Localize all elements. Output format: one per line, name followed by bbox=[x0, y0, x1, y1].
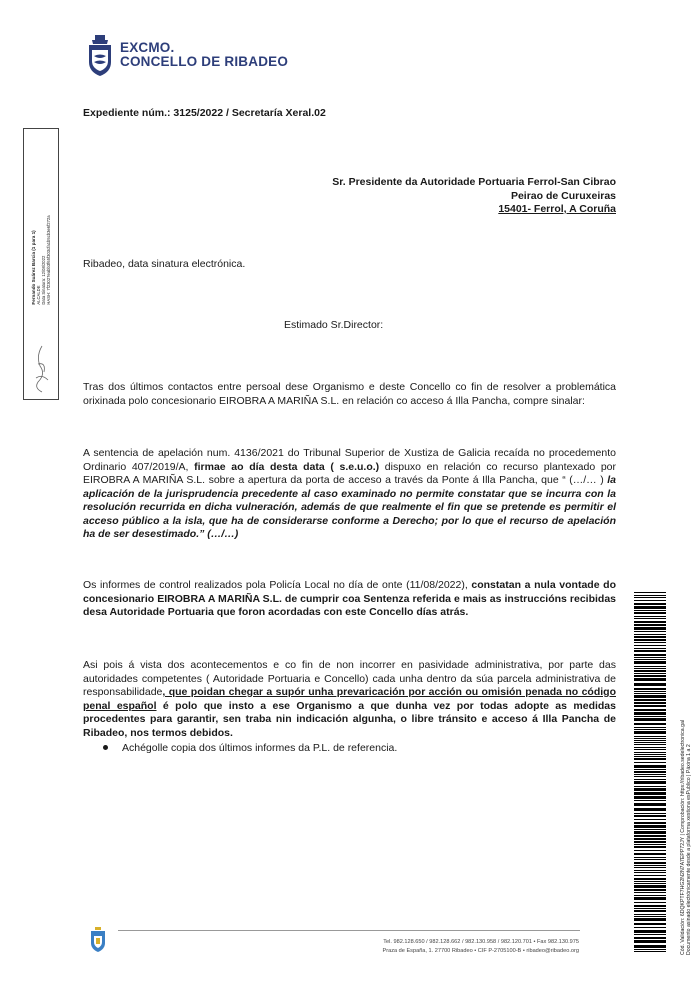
greeting: Estimado Sr.Director: bbox=[284, 319, 384, 331]
p4-demand: é polo que insto a ese Organismo a que dunha vez por todas adopte as medidas procedentes para garantir, sen traba nin indicación algunha, o libre tránsito e acceso á Illa Pancha de Ribadeo, nos termos debidos. bbox=[83, 699, 616, 739]
barcode-bar bbox=[634, 736, 666, 737]
barcode-bar bbox=[634, 881, 666, 882]
barcode-bar bbox=[634, 610, 666, 611]
barcode-bar bbox=[634, 618, 666, 619]
barcode-bar bbox=[634, 949, 666, 950]
signature-box bbox=[23, 128, 59, 400]
platform-note: Documento asinado electrónicamente desde a plataforma xestiona esPublico | Páxina 1 a 2 bbox=[686, 744, 693, 955]
barcode-bar bbox=[634, 902, 666, 903]
barcode-bar bbox=[634, 934, 666, 935]
barcode-bar bbox=[634, 670, 666, 672]
paragraph-police-reports bbox=[83, 579, 616, 620]
barcode-bar bbox=[634, 747, 666, 748]
barcode-bar bbox=[634, 738, 666, 739]
addressee-city: 15401- Ferrol, A Coruña bbox=[498, 203, 616, 215]
barcode-bar bbox=[634, 825, 666, 828]
barcode-bar bbox=[634, 892, 666, 893]
signature-hash: HASH: 7f23027eabb3f65f303cfa1b5cb3e6f272a bbox=[46, 215, 51, 305]
barcode-bar bbox=[634, 716, 666, 717]
barcode-bar bbox=[634, 693, 666, 694]
coat-of-arms-icon bbox=[86, 34, 114, 78]
barcode-bar bbox=[634, 627, 666, 630]
org-prefix: EXCMO. bbox=[120, 40, 175, 55]
barcode-bar bbox=[634, 808, 666, 811]
barcode-bar bbox=[634, 740, 666, 741]
barcode-bar bbox=[634, 800, 666, 801]
p2-text-1: A sentencia de apelación num. 4136/2021 do Tribunal Superior de Xustiza de Galicia recaída no procedemento Ordinario 407/2019/A, bbox=[83, 447, 616, 473]
p2-firm-date: firmae ao día desta data ( s.e.u.o.) bbox=[194, 460, 380, 473]
barcode-bar bbox=[634, 758, 666, 760]
barcode-bar bbox=[634, 765, 666, 768]
footer-contact: Tel. 982.128.650 / 982.128.662 / 982.130.958 / 982.120.701 • Fax 982.130.975 bbox=[383, 939, 579, 945]
signer-name: Fernando Suárez Barcia (1 para 1) bbox=[31, 230, 36, 305]
barcode-bar bbox=[634, 829, 666, 830]
concello-logo bbox=[86, 34, 296, 80]
barcode-bar bbox=[634, 678, 666, 681]
barcode-bar bbox=[634, 673, 666, 674]
barcode-bar bbox=[634, 862, 666, 864]
case-number: Expediente núm.: 3125/2022 / Secretaría Xeral.02 bbox=[83, 107, 326, 119]
barcode-bar bbox=[634, 636, 666, 638]
barcode-bar bbox=[634, 872, 666, 873]
paragraph-sentence bbox=[83, 447, 616, 542]
barcode-bar bbox=[634, 749, 666, 750]
barcode-bar bbox=[634, 951, 666, 952]
barcode-bar bbox=[634, 838, 666, 840]
barcode-bar bbox=[634, 844, 666, 845]
barcode-bar bbox=[634, 835, 666, 837]
barcode-bar bbox=[634, 723, 666, 725]
footer-divider bbox=[118, 930, 580, 931]
footer-address: Praza de España, 1. 27700 Ribadeo • CIF P-2705100-B • ribadeo@ribadeo.org bbox=[382, 948, 579, 954]
barcode-bar bbox=[634, 774, 666, 775]
addressee-block bbox=[332, 176, 616, 217]
signature-details bbox=[31, 215, 51, 304]
barcode-bar bbox=[634, 781, 666, 784]
p3-finding: constatan a nula vontade do concesionario EIROBRA A MARIÑA S.L. de cumprir coa Sentenza referida e mais as instrucción​s recibidas desa Autoridade Portuaria que foron acordadas con este Concello días atrás. bbox=[83, 579, 616, 618]
barcode-bar bbox=[634, 624, 666, 626]
barcode-bar bbox=[634, 600, 666, 601]
barcode-icon bbox=[634, 592, 666, 954]
barcode-bar bbox=[634, 841, 666, 843]
barcode-bar bbox=[634, 645, 666, 646]
barcode-bar bbox=[634, 846, 666, 848]
barcode-bar bbox=[634, 756, 666, 757]
validation-code: Cód. Validación: 6DQKPTF7HG2N2N7A7EPP72JY | Comprobación: https://ribadeo.sedelectronica.gal bbox=[680, 719, 686, 955]
paragraph-intro: Tras dos últimos contactos entre persoal dese Organismo e deste Concello co fin de resolver a problemática orixinada polo concesionario EIROBRA A MARIÑA S.L. en relación co acceso á Illa Pancha, compre sinalar: bbox=[83, 381, 616, 407]
barcode-bar bbox=[634, 923, 666, 925]
barcode-bar bbox=[634, 883, 666, 884]
p4-underlined: , que poidan chegar a supór unha prevaricación por acción ou omisión penada no código penal español bbox=[83, 686, 616, 712]
barcode-bar bbox=[634, 650, 666, 652]
barcode-bar bbox=[634, 727, 666, 728]
barcode-bar bbox=[634, 634, 666, 635]
barcode-bar bbox=[634, 865, 666, 866]
barcode-bar bbox=[634, 688, 666, 690]
barcode-bar bbox=[634, 937, 666, 939]
barcode-bar bbox=[634, 779, 666, 780]
barcode-bar bbox=[634, 661, 666, 664]
barcode-bar bbox=[634, 699, 666, 701]
barcode-bar bbox=[634, 612, 666, 614]
date-line: Ribadeo, data sinatura electrónica. bbox=[83, 258, 246, 270]
barcode-bar bbox=[634, 930, 666, 933]
barcode-bar bbox=[634, 908, 666, 909]
barcode-bar bbox=[634, 695, 666, 698]
barcode-bar bbox=[634, 859, 666, 860]
signer-role: ALCALDE bbox=[36, 285, 41, 305]
barcode-bar bbox=[634, 616, 666, 617]
validation-text bbox=[680, 720, 693, 955]
barcode-bar bbox=[634, 731, 666, 734]
barcode-bar bbox=[634, 705, 666, 707]
barcode-bar bbox=[634, 870, 666, 871]
barcode-bar bbox=[634, 654, 666, 656]
barcode-bar bbox=[634, 592, 666, 593]
barcode-bar bbox=[634, 606, 666, 609]
barcode-bar bbox=[634, 853, 666, 855]
barcode-bar bbox=[634, 815, 666, 817]
barcode-bar bbox=[634, 642, 666, 643]
paragraph-request bbox=[83, 659, 616, 740]
barcode-bar bbox=[634, 621, 666, 623]
barcode-bar bbox=[634, 691, 666, 692]
barcode-bar bbox=[634, 831, 666, 834]
barcode-bar bbox=[634, 945, 666, 948]
barcode-bar bbox=[634, 878, 666, 880]
barcode-bar bbox=[634, 639, 666, 641]
barcode-bar bbox=[634, 675, 666, 677]
barcode-bar bbox=[634, 702, 666, 704]
barcode-bar bbox=[634, 927, 666, 928]
org-name: CONCELLO DE RIBADEO bbox=[120, 54, 289, 69]
barcode-bar bbox=[634, 754, 666, 755]
barcode-bar bbox=[634, 822, 666, 824]
barcode-bar bbox=[634, 850, 666, 851]
barcode-bar bbox=[634, 875, 666, 876]
barcode-bar bbox=[634, 712, 666, 715]
addressee-name: Sr. Presidente da Autoridade Portuaria Ferrol-San Cibrao bbox=[332, 176, 616, 188]
p4-text-1: Asi pois á vista dos acontecementos e co fin de non incorrer en pasividade administrativa, por parte das autoridades competentes ( Autoridade Portuaria e Concello) cada unha dentro da súa parcela administrativa de responsabilidade bbox=[83, 659, 616, 698]
attachment-bullet bbox=[103, 742, 397, 754]
barcode-bar bbox=[634, 940, 666, 943]
barcode-bar bbox=[634, 683, 666, 686]
barcode-bar bbox=[634, 776, 666, 777]
barcode-bar bbox=[634, 659, 666, 660]
barcode-bar bbox=[634, 819, 666, 820]
barcode-bar bbox=[634, 666, 666, 667]
p2-quote: la aplicación de la jurisprudencia precedente al caso examinado no permite constatar que se incurra con la resolución recurrida en dicha vulneración, además de que realmente el fin que se pretende es permitir el acceso público a la isla, que ha de considerarse conforme a Derecho; por lo que el recurso de apelación ha de ser desestimado.” (…/…) bbox=[83, 474, 616, 540]
attachment-text: Achégolle copia dos últimos informes da P.L. de referencia. bbox=[122, 742, 398, 754]
barcode-bar bbox=[634, 668, 666, 669]
barcode-bar bbox=[634, 914, 666, 915]
p2-text-2: dispuxo en relación co recurso plantexado por EIROBRA A MARIÑA S.L. sobre a apertura da porta de acceso a través da Ponte á Illa Pancha, que “ (…/… ) bbox=[83, 460, 616, 486]
barcode-bar bbox=[634, 657, 666, 658]
barcode-bar bbox=[634, 792, 666, 795]
barcode-bar bbox=[634, 744, 666, 745]
barcode-bar bbox=[634, 742, 666, 743]
barcode-bar bbox=[634, 916, 666, 917]
barcode-bar bbox=[634, 771, 666, 773]
barcode-bar bbox=[634, 769, 666, 770]
barcode-bar bbox=[634, 897, 666, 900]
barcode-bar bbox=[634, 796, 666, 799]
barcode-bar bbox=[634, 803, 666, 806]
signature-date: Data Sinatura: 12/08/2022 bbox=[41, 255, 46, 305]
barcode-bar bbox=[634, 631, 666, 632]
barcode-bar bbox=[634, 762, 666, 763]
barcode-bar bbox=[634, 597, 666, 598]
barcode-bar bbox=[634, 895, 666, 896]
barcode-bar bbox=[634, 885, 666, 888]
barcode-bar bbox=[634, 788, 666, 791]
barcode-bar bbox=[634, 867, 666, 868]
addressee-street: Peirao de Curuxeiras bbox=[510, 189, 616, 202]
barcode-bar bbox=[634, 595, 666, 596]
barcode-bar bbox=[634, 718, 666, 721]
handwritten-signature-icon bbox=[32, 344, 52, 394]
p3-text-1: Os informes de control realizados pola Policía Local no día de onte (11/08/2022), bbox=[83, 579, 472, 591]
barcode-bar bbox=[634, 603, 666, 605]
barcode-bar bbox=[634, 910, 666, 912]
footer-crest-icon bbox=[90, 927, 106, 953]
barcode-bar bbox=[634, 813, 666, 814]
barcode-bar bbox=[634, 918, 666, 921]
barcode-bar bbox=[634, 786, 666, 787]
barcode-bar bbox=[634, 709, 666, 711]
barcode-bar bbox=[634, 752, 666, 753]
bullet-icon bbox=[103, 745, 108, 750]
barcode-bar bbox=[634, 905, 666, 907]
barcode-bar bbox=[634, 729, 666, 730]
barcode-bar bbox=[634, 857, 666, 858]
barcode-bar bbox=[634, 889, 666, 891]
barcode-bar bbox=[634, 648, 666, 649]
